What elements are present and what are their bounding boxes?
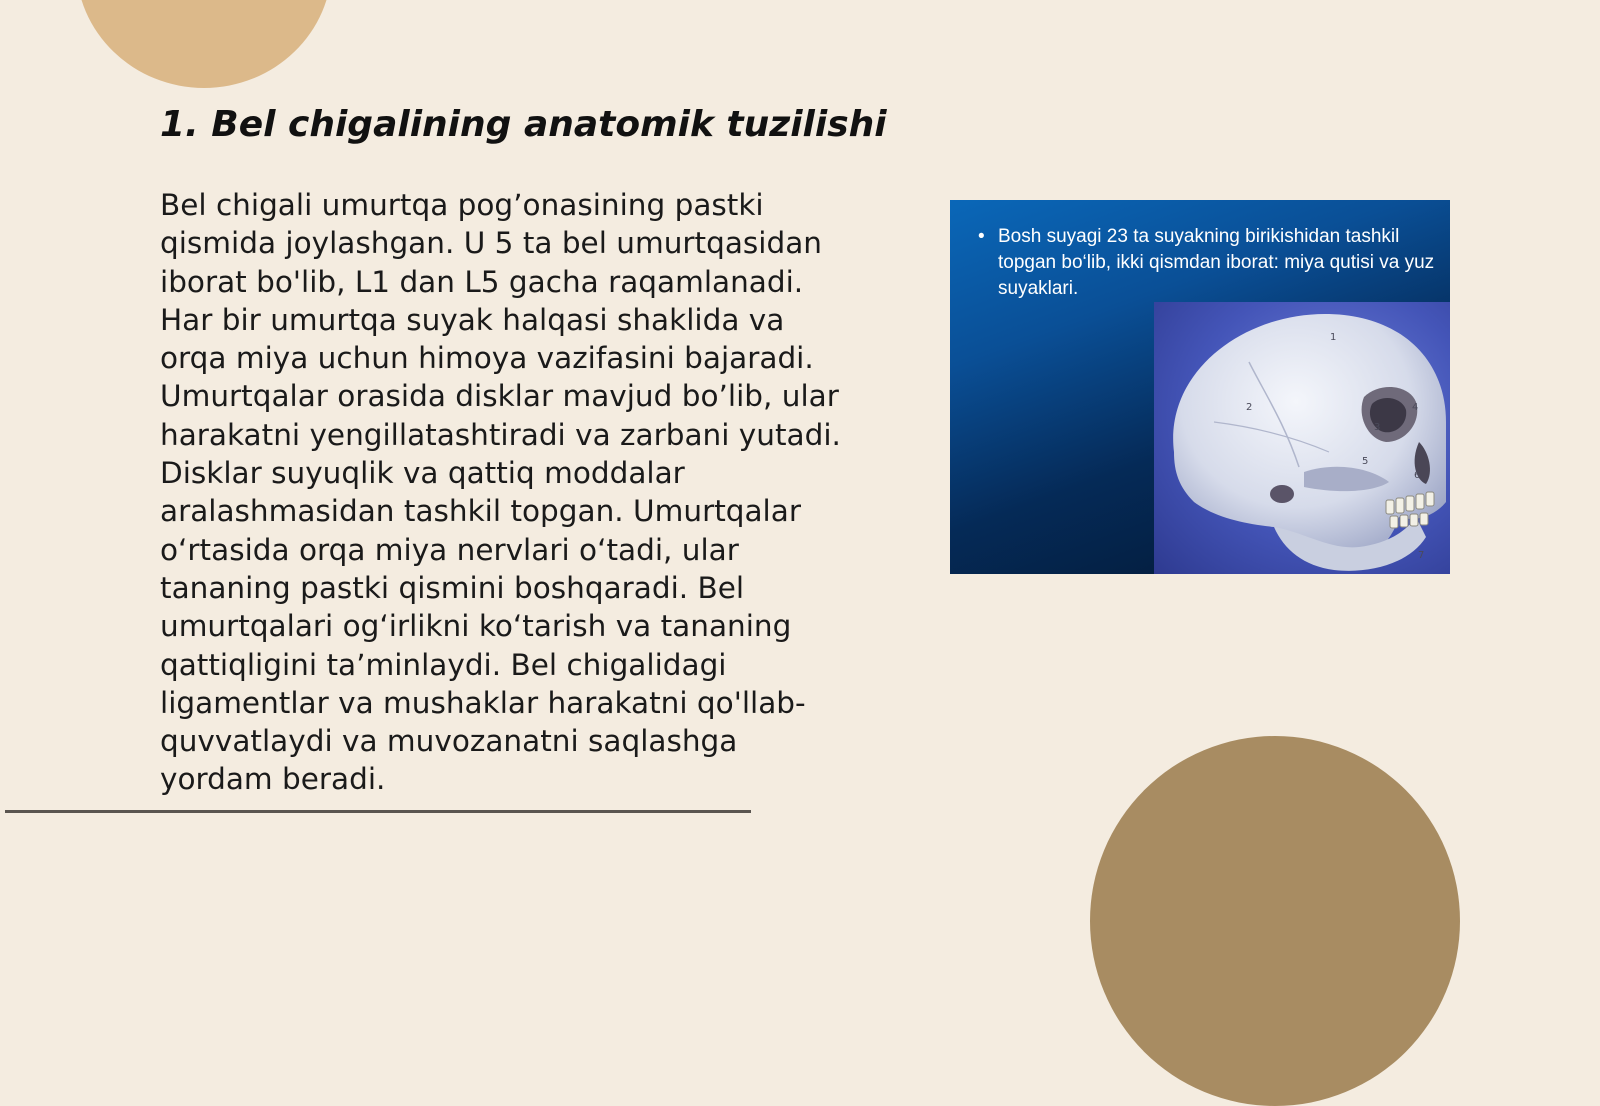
- image-caption: [978, 224, 1450, 302]
- skull-icon: [1154, 302, 1450, 574]
- bone-label: 3: [1374, 422, 1381, 433]
- bone-label: 7: [1418, 550, 1425, 561]
- bone-label: 6: [1414, 470, 1421, 481]
- decorative-circle-bottom: [1090, 736, 1460, 1106]
- bone-label: 4: [1412, 402, 1419, 413]
- skull-photo: [1154, 302, 1450, 574]
- bone-label: 2: [1246, 402, 1253, 413]
- divider-line: [5, 810, 751, 813]
- skull-image-panel: [950, 200, 1450, 574]
- bone-label: 1: [1330, 332, 1337, 343]
- bullet-icon: •: [978, 226, 985, 247]
- decorative-circle-top: [76, 0, 332, 88]
- slide-body-text: Bel chigali umurtqa pog’onasining pastki qismida joylashgan. U 5 ta bel umurtqasidan iborat bo'lib, L1 dan L5 gacha raqamlanadi. Har bir umurtqa suyak halqasi shaklida va orqa miya uchun himoya vazifasini bajaradi. Umurtqalar orasida disklar mavjud bo’lib, ular harakatni yengillatashtiradi va zarbani yutadi. Disklar suyuqlik va qattiq moddalar aralashmasidan tashkil topgan. Umurtqalar o‘rtasida orqa miya nervlari o‘tadi, ular tananing pastki qismini boshqaradi. Bel umurtqalari og‘irlikni ko‘tarish va tananing qattiqligini ta’minlaydi. Bel chigalidagi ligamentlar va mushaklar harakatni qo'llab-quvvatlaydi va muvozanatni saqlashga yordam beradi.: [160, 188, 841, 797]
- image-caption-text: Bosh suyagi 23 ta suyakning birikishidan tashkil topgan bo‘lib, ikki qismdan iborat: miya qutisi va yuz suyaklari.: [998, 226, 1435, 299]
- bone-label: 5: [1362, 456, 1369, 467]
- slide-title: 1. Bel chigalining anatomik tuzilishi: [160, 104, 887, 145]
